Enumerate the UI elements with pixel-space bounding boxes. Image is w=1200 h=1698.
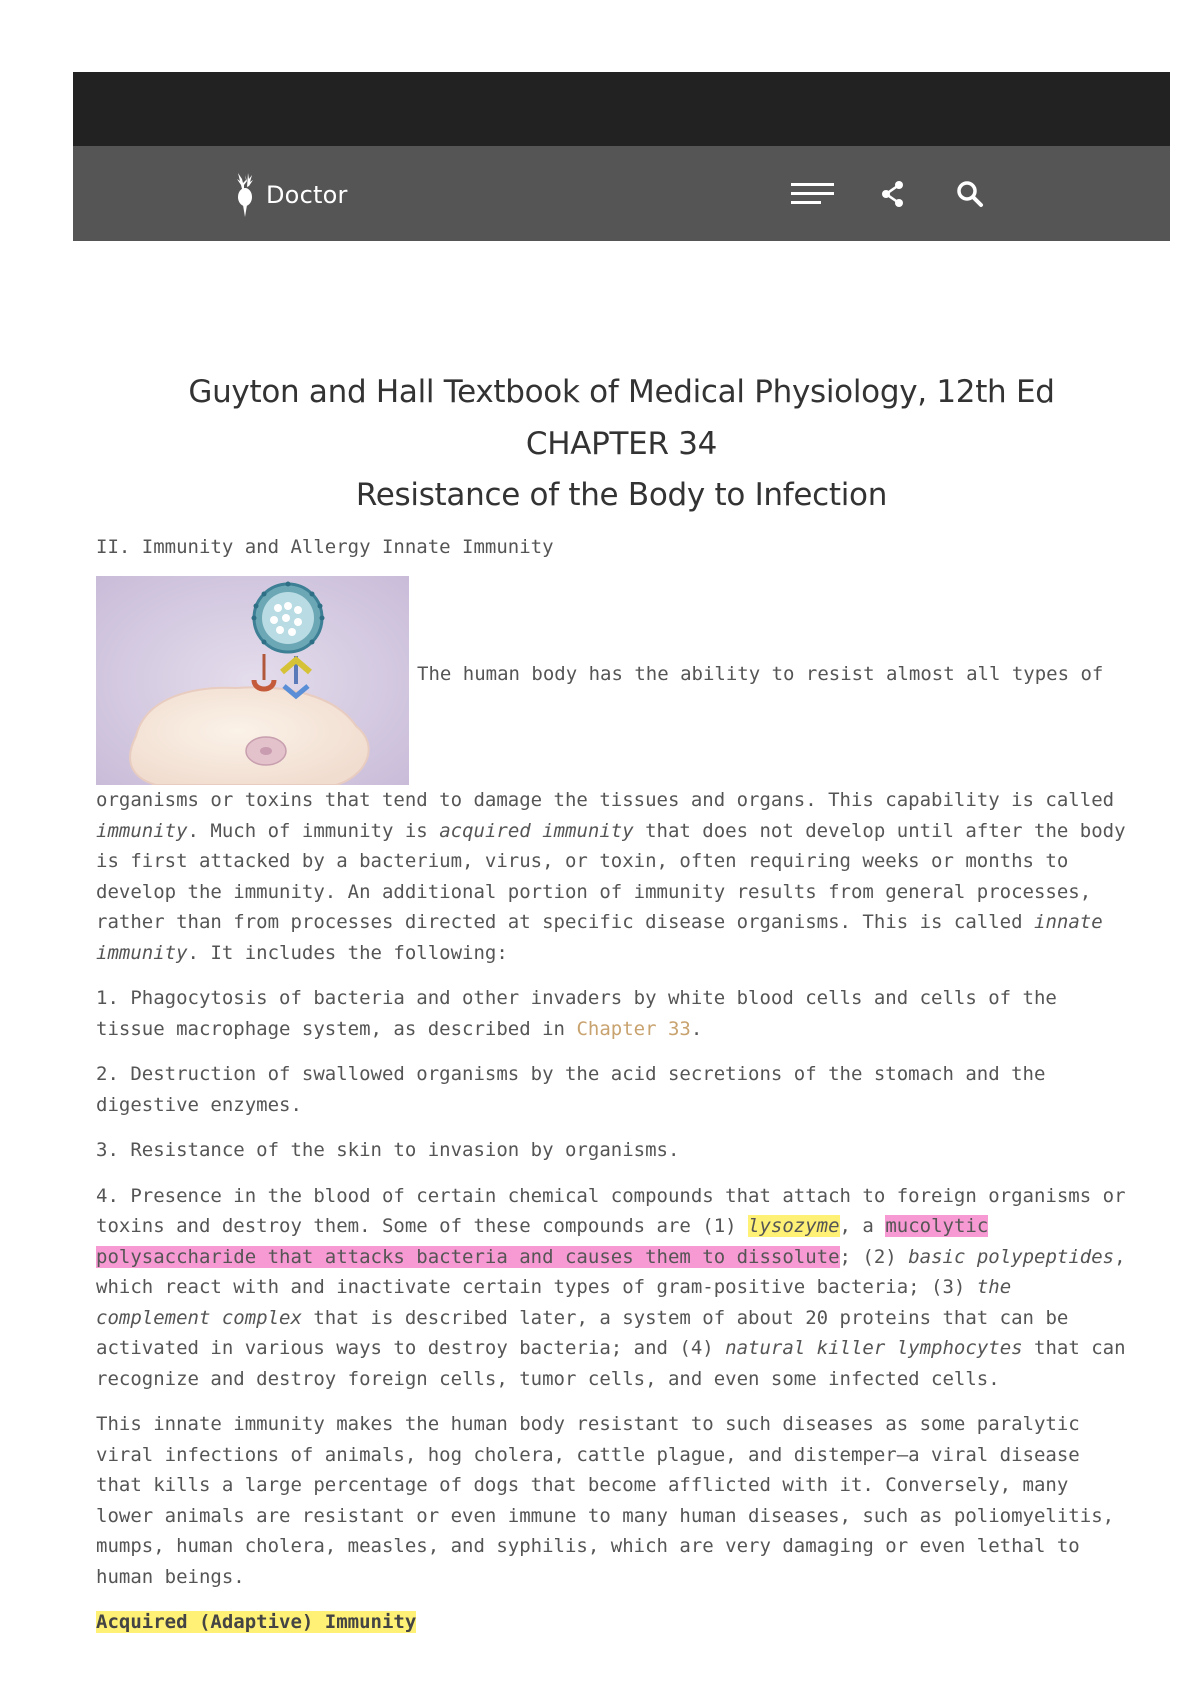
- chapter-title: Resistance of the Body to Infection: [355, 477, 888, 513]
- figure-side-text: The human body has the ability to resist almost all types of: [417, 663, 1104, 685]
- paragraph-innate-resistance: This innate immunity makes the human body resistant to such diseases as some paralytic viral infections of animals, hog cholera, cattle plague, and distemper—a viral disease that kills a large percentage of dogs that become afflicted with it. Conversely, many lower animals are resistant or even immune to many human diseases, such as poliomyelitis, mumps, human cholera, measles, and syphilis, which are very damaging or even lethal to human beings.: [96, 1413, 1115, 1588]
- paragraph-immunity: organisms or toxins that tend to damage the tissues and organs. This capability is called immunity. Much of immunity is acquired immunity that does not develop until after the body is first attacked by a bacterium, virus, or toxin, often requiring weeks or months to develop the immunity. An additional portion of immunity results from general processes, rather than from processes directed at specific disease organisms. This is called innate immunity. It includes the following:: [96, 789, 1126, 964]
- list-item: 3. Resistance of the skin to invasion by organisms.: [96, 1139, 680, 1161]
- list-item: 1. Phagocytosis of bacteria and other invaders by white blood cells and cells of the tissue macrophage system, as described in Chapter 33.: [96, 987, 1057, 1040]
- logo-text: Doctor: [266, 181, 348, 209]
- chapter-33-link[interactable]: Chapter 33: [576, 1017, 691, 1040]
- deer-logo-icon: [232, 171, 258, 219]
- section-heading-acquired: Acquired (Adaptive) Immunity: [96, 1611, 417, 1633]
- share-icon[interactable]: [880, 180, 906, 208]
- highlight-lysozyme: lysozyme: [748, 1215, 840, 1237]
- list-item: 4. Presence in the blood of certain chemical compounds that attach to foreign organisms or toxins and destroy them. Some of these compounds are (1) lysozyme, a mucolytic polysaccharide that attacks bacteria and causes them to dissolute; (2) basic polypeptides, which react with and inactivate certain types of gram-positive bacteria; (3) the complement complex that is described later, a system of about 20 proteins that can be activated in various ways to destroy bacteria; and (4) natural killer lymphocytes that can recognize and destroy foreign cells, tumor cells, and even some infected cells.: [96, 1184, 1126, 1390]
- chapter-number: CHAPTER 34: [525, 426, 718, 462]
- list-item: 2. Destruction of swallowed organisms by the acid secretions of the stomach and the digestive enzymes.: [96, 1063, 1046, 1116]
- site-logo[interactable]: [232, 170, 348, 220]
- section-label: II. Immunity and Allergy Innate Immunity: [96, 536, 554, 558]
- search-icon[interactable]: [956, 180, 984, 208]
- top-bar: [73, 72, 1170, 146]
- article-body: [96, 785, 1136, 1653]
- menu-icon[interactable]: [791, 181, 834, 207]
- book-title: Guyton and Hall Textbook of Medical Physiology, 12th Ed: [188, 374, 1055, 410]
- highlight-mucolytic: mucolytic polysaccharide that attacks bacteria and causes them to dissolute: [96, 1215, 989, 1268]
- immune-cell-illustration: [96, 576, 409, 785]
